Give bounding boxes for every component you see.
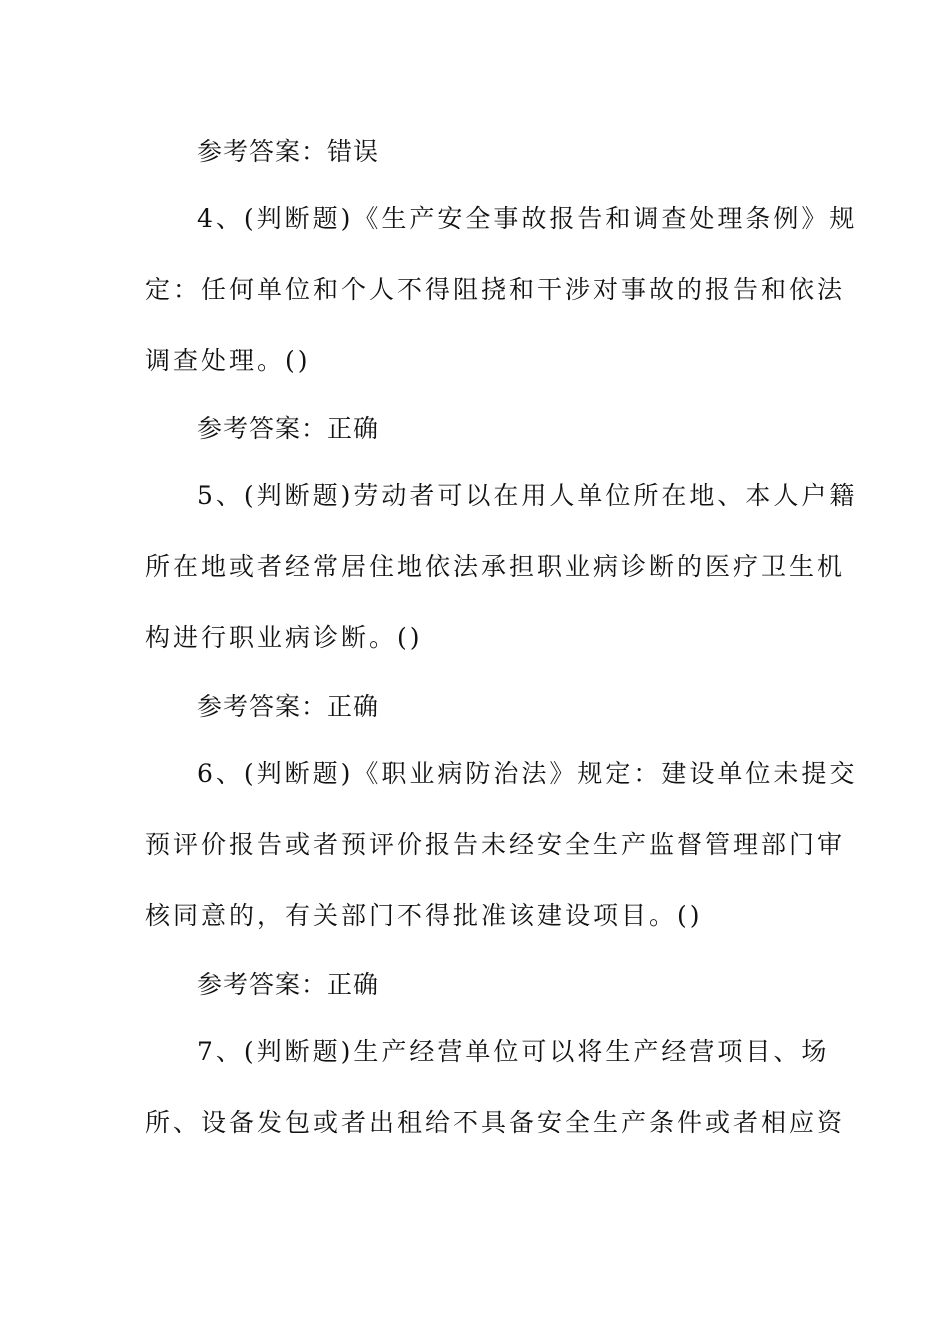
question-7-line-2: 所、设备发包或者出租给不具备安全生产条件或者相应资 [145, 1108, 846, 1137]
question-5-line-3: 构进行职业病诊断。() [145, 623, 423, 652]
question-6-line-3: 核同意的，有关部门不得批准该建设项目。() [145, 901, 703, 930]
answer-q4: 参考答案：正确 [197, 414, 380, 443]
answer-q5: 参考答案：正确 [197, 692, 380, 721]
question-4-line-1: 4、(判断题)《生产安全事故报告和调查处理条例》规 [197, 204, 858, 233]
question-6-line-1: 6、(判断题)《职业病防治法》规定：建设单位未提交 [197, 759, 858, 788]
answer-q6: 参考答案：正确 [197, 970, 380, 999]
question-5-line-1: 5、(判断题)劳动者可以在用人单位所在地、本人户籍 [197, 481, 858, 510]
question-4-line-3: 调查处理。() [145, 346, 311, 375]
answer-q3: 参考答案：错误 [197, 137, 380, 166]
question-5-line-2: 所在地或者经常居住地依法承担职业病诊断的医疗卫生机 [145, 552, 846, 581]
question-4-line-2: 定：任何单位和个人不得阻挠和干涉对事故的报告和依法 [145, 275, 846, 304]
question-6-line-2: 预评价报告或者预评价报告未经安全生产监督管理部门审 [145, 830, 846, 859]
question-7-line-1: 7、(判断题)生产经营单位可以将生产经营项目、场 [197, 1037, 830, 1066]
